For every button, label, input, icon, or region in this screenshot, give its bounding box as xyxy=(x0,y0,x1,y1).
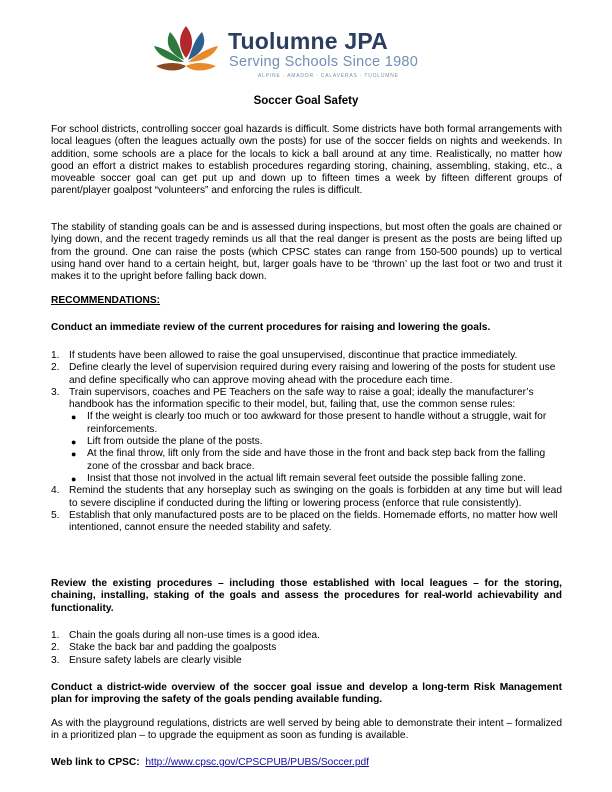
list-item-text: Ensure safety labels are clearly visible xyxy=(69,654,242,666)
member-counties: ALPINE · AMADOR · CALAVERAS · TUOLUMNE xyxy=(258,73,399,79)
cpsc-link[interactable]: http://www.cpsc.gov/CPSCPUB/PUBS/Soccer.pdf xyxy=(145,757,370,768)
section-1-list xyxy=(51,350,562,534)
bullet-icon: ● xyxy=(71,449,77,460)
section-3-body: As with the playground regulations, districts are well served by being able to demonstrate their intent – formalized in a prioritized plan – to upgrade the equipment as soon as funding is available. xyxy=(51,718,562,742)
list-item xyxy=(51,510,562,535)
list-item xyxy=(51,642,562,654)
weblink-line xyxy=(51,757,562,769)
section-2-list xyxy=(51,630,562,667)
bullet-icon: ● xyxy=(71,473,77,484)
organization-name: Tuolumne JPA xyxy=(228,28,388,54)
list-item xyxy=(51,350,562,362)
list-item-text: Stake the back bar and padding the goalposts xyxy=(69,642,277,654)
lotus-logo-icon xyxy=(150,22,222,82)
section-3-heading: Conduct a district-wide overview of the soccer goal issue and develop a long-term Risk Management plan for improving the safety of the goals pending available funding. xyxy=(51,682,562,706)
list-item-text: Chain the goals during all non-use times is a good idea. xyxy=(69,630,320,641)
sub-list-item-text: At the final throw, lift only from the side and have those in the front and back step back from the falling zone of the crossbar and back brace. xyxy=(87,448,546,472)
list-item xyxy=(51,362,562,387)
list-number: 2. xyxy=(51,642,60,654)
sub-list-item xyxy=(69,448,562,473)
sub-list-item-text: Lift from outside the plane of the posts. xyxy=(87,436,263,448)
intro-paragraph-2: The stability of standing goals can be and is assessed during inspections, but most often the goals are chained or lying down, and the recent tragedy reminds us all that the real danger is present as the posts are being lifted up from the ground. One can raise the posts (which CPSC states can range from 150-500 pounds) up to vertical using hand over hand to a certain height, but, larger goals have to be ‘thrown’ up the last foot or two and trust it makes it to the upright before falling back down. xyxy=(51,222,562,283)
section-1-heading: Conduct an immediate review of the current procedures for raising and lowering the goals. xyxy=(51,322,491,333)
list-item xyxy=(51,485,562,510)
list-number: 1. xyxy=(51,630,60,641)
list-item-text: Remind the students that any horseplay such as swinging on the goals is forbidden at any time but will lead to severe discipline if conducted during the lifting or lowering process (enforce that rule consistently). xyxy=(69,485,562,509)
list-item-text: Define clearly the level of supervision required during every raising and lowering of the posts for student use and define specifically who can approve moving ahead with the procedure each time. xyxy=(69,362,556,386)
sub-list-item xyxy=(69,436,562,448)
list-item-text: If students have been allowed to raise the goal unsupervised, discontinue that practice immediately. xyxy=(69,350,518,361)
weblink-label: Web link to CPSC: xyxy=(51,757,140,768)
list-item-text: Establish that only manufactured posts are to be placed on the fields. Homemade efforts, no matter how well intentioned, cannot ensure the needed stability and safety. xyxy=(69,509,558,534)
sub-list-item xyxy=(69,411,562,436)
section-2-heading: Review the existing procedures – including those established with local leagues – for the storing, chaining, installing, staking of the goals and assess the procedures for real-world achievability and functionality. xyxy=(51,578,562,614)
list-item xyxy=(51,630,562,642)
sub-bullet-list xyxy=(69,411,562,485)
intro-paragraph-1: For school districts, controlling soccer goal hazards is difficult. Some districts have both formal arrangements with local leagues (often the leagues actually own the posts) for use of the soccer fields on nights and weekends. In addition, some schools are a place for the locals to kick a ball around at any time. Realistically, no matter how good an effort a district makes to establish procedures regarding storing, chaining, assembling, staking, etc., a moveable soccer goal can get put up and down up to fifteen times a week by fifteen different groups of parent/player goalpost “volunteers” and enforcing the rules is difficult. xyxy=(51,124,562,197)
sub-list-item-text: Insist that those not involved in the actual lift remain several feet outside the possible falling zone. xyxy=(87,472,526,484)
bullet-icon: ● xyxy=(71,437,77,448)
list-number: 5. xyxy=(51,509,60,521)
sub-list-item xyxy=(69,473,562,485)
list-number: 3. xyxy=(51,654,60,666)
organization-logo xyxy=(150,22,419,84)
list-item xyxy=(51,655,562,667)
organization-tagline: Serving Schools Since 1980 xyxy=(229,54,419,70)
list-number: 1. xyxy=(51,350,60,361)
list-number: 3. xyxy=(51,386,60,398)
list-number: 4. xyxy=(51,485,60,497)
sub-list-item-text: If the weight is clearly too much or too awkward for those present to handle without a struggle, wait for reinforcements. xyxy=(87,411,547,435)
bullet-icon: ● xyxy=(71,412,77,423)
list-item-text: Train supervisors, coaches and PE Teachers on the safe way to raise a goal; ideally the manufacturer’s handbook has the information specific to their model, but, failing that, use the common sense rules: xyxy=(69,386,534,411)
list-number: 2. xyxy=(51,362,60,374)
recommendations-heading: RECOMMENDATIONS: xyxy=(51,295,161,306)
page-title: Soccer Goal Safety xyxy=(253,95,359,107)
list-item xyxy=(51,387,562,485)
